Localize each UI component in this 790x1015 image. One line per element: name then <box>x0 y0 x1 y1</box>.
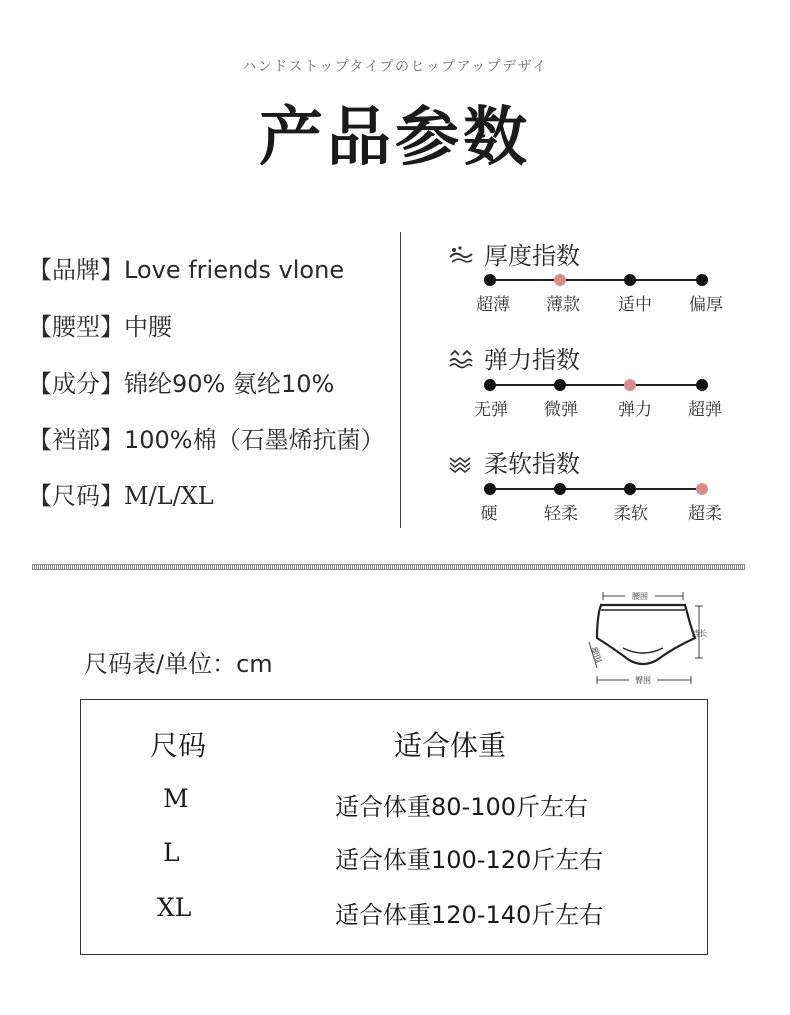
softness-dot-4 <box>696 483 708 495</box>
softness-icon <box>448 451 474 479</box>
elasticity-dot-1 <box>484 379 496 391</box>
rise-label: 裆长 <box>691 629 707 638</box>
softness-level-1: 硬 <box>480 504 498 524</box>
softness-level-4: 超柔 <box>688 504 722 524</box>
param-label: 【品牌】 <box>28 256 124 284</box>
elasticity-level-4: 超弹 <box>688 400 722 420</box>
section-divider <box>32 564 745 570</box>
softness-index-title <box>448 444 580 479</box>
table-row-size: XL <box>157 893 192 922</box>
param-waist-type <box>28 307 172 342</box>
index-title-text: 弹力指数 <box>484 346 580 374</box>
softness-dot-2 <box>554 483 566 495</box>
softness-level-3: 柔软 <box>614 504 648 524</box>
elasticity-dot-4 <box>696 379 708 391</box>
param-crotch <box>28 420 385 455</box>
thickness-icon <box>448 243 474 271</box>
page-title: 产品参数 <box>259 100 531 175</box>
table-row-size: L <box>163 838 180 867</box>
param-value: 100%棉（石墨烯抗菌） <box>124 426 385 454</box>
param-label: 【成分】 <box>28 370 124 398</box>
param-label: 【裆部】 <box>28 426 124 454</box>
table-row-weight: 适合体重80-100斤左右 <box>335 793 589 821</box>
param-value: 中腰 <box>124 313 172 341</box>
param-size <box>28 476 214 511</box>
thickness-track <box>490 279 702 281</box>
param-label: 【尺码】 <box>28 482 124 510</box>
weight-column-header: 适合体重 <box>394 729 507 762</box>
thickness-level-3: 适中 <box>618 295 652 315</box>
table-row-size: M <box>163 784 189 813</box>
elasticity-dot-3 <box>624 379 636 391</box>
elasticity-icon <box>448 347 474 375</box>
thickness-level-2: 薄款 <box>546 295 580 315</box>
table-row-weight: 适合体重120-140斤左右 <box>335 901 604 929</box>
hip-label: 臀围 <box>635 676 651 685</box>
thickness-dot-2 <box>554 274 566 286</box>
thickness-dot-4 <box>696 274 708 286</box>
softness-level-2: 轻柔 <box>544 504 578 524</box>
thickness-dot-1 <box>484 274 496 286</box>
softness-dot-1 <box>484 483 496 495</box>
underwear-size-diagram <box>583 588 723 692</box>
thickness-dot-3 <box>624 274 636 286</box>
leg-label: 腿围 <box>589 645 603 665</box>
param-value: M/L/XL <box>124 482 214 510</box>
softness-track <box>490 488 702 490</box>
thickness-index-title <box>448 236 580 271</box>
elasticity-dot-2 <box>554 379 566 391</box>
param-composition <box>28 364 334 399</box>
table-row-weight: 适合体重100-120斤左右 <box>335 846 604 874</box>
elasticity-level-1: 无弹 <box>474 400 508 420</box>
elasticity-track <box>490 384 702 386</box>
header-subtitle: ハンドストップタイプのヒップアップデザイ <box>242 59 548 75</box>
index-title-text: 厚度指数 <box>484 242 580 270</box>
param-label: 【腰型】 <box>28 313 124 341</box>
softness-dot-3 <box>624 483 636 495</box>
size-table-caption: 尺码表/单位：cm <box>84 650 273 678</box>
param-brand <box>28 250 344 285</box>
elasticity-level-2: 微弹 <box>544 400 578 420</box>
size-column-header: 尺码 <box>150 729 207 762</box>
param-value: 锦纶90% 氨纶10% <box>124 370 335 398</box>
param-value: Love friends vlone <box>124 256 345 284</box>
vertical-divider <box>400 232 401 528</box>
thickness-level-1: 超薄 <box>476 295 510 315</box>
index-title-text: 柔软指数 <box>484 450 580 478</box>
elasticity-level-3: 弹力 <box>618 400 652 420</box>
thickness-level-4: 偏厚 <box>689 295 723 315</box>
elasticity-index-title <box>448 340 580 375</box>
waist-label: 腰围 <box>632 592 648 601</box>
